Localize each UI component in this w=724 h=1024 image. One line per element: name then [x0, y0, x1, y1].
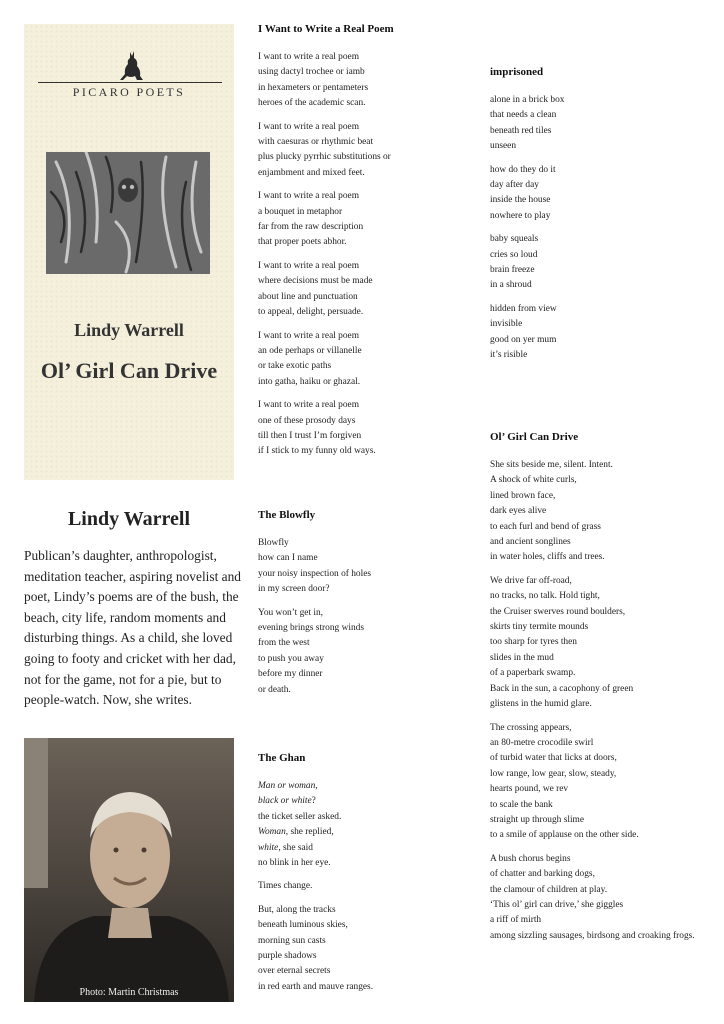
stanza — [258, 189, 458, 251]
poem-line: before my dinner — [258, 669, 323, 680]
poem-line: black or white? — [258, 796, 316, 807]
poem-line: from the west — [258, 638, 310, 649]
poem-line: Times change. — [258, 881, 313, 892]
poem-line: using dactyl trochee or iamb — [258, 67, 365, 78]
poem-line: to scale the bank — [490, 799, 553, 810]
book-cover — [24, 24, 234, 480]
poem-line: a bouquet in metaphor — [258, 206, 343, 217]
poem-blowfly — [258, 508, 458, 706]
poem-line: far from the raw description — [258, 222, 364, 233]
poem-line: the clamour of children at play. — [490, 884, 608, 895]
poem-line: A bush chorus begins — [490, 853, 571, 864]
poem-line: enjambment and mixed feet. — [258, 167, 365, 178]
poem-title: I Want to Write a Real Poem — [258, 23, 394, 35]
stanza — [258, 329, 458, 391]
poem-line: an 80-metre crocodile swirl — [490, 737, 594, 748]
stanza — [258, 398, 458, 460]
poem-line: I want to write a real poem — [258, 191, 360, 202]
poem-line: unseen — [490, 141, 517, 152]
cover-photo-owl-in-tree — [46, 152, 210, 274]
stanza — [490, 93, 690, 155]
poem-line: ‘This ol’ girl can drive,’ she giggles — [490, 899, 624, 910]
poem-title: The Ghan — [258, 752, 306, 764]
poem-line: I want to write a real poem — [258, 121, 360, 132]
poem-line: Back in the sun, a cacophony of green — [490, 683, 634, 694]
poem-line: slides in the mud — [490, 652, 554, 663]
poem-line: I want to write a real poem — [258, 260, 360, 271]
poem-real-poem — [258, 22, 458, 468]
stanza — [258, 879, 458, 894]
poem-line: lined brown face, — [490, 490, 556, 501]
poem-line: among sizzling sausages, birdsong and croaking frogs. — [490, 930, 695, 941]
poem-line: purple shadows — [258, 951, 317, 962]
poem-line: no blink in her eye. — [258, 858, 331, 869]
poem-line: evening brings strong winds — [258, 623, 364, 634]
poem-line: no tracks, no talk. Hold tight, — [490, 591, 600, 602]
poem-line: or death. — [258, 684, 291, 695]
stanza — [258, 50, 458, 112]
poem-line: But, along the tracks — [258, 904, 336, 915]
poem-line: straight up through slime — [490, 814, 585, 825]
logo-rule — [38, 82, 222, 83]
poem-line: to each furl and bend of grass — [490, 521, 601, 532]
stanza — [258, 536, 458, 598]
poem-line: cries so loud — [490, 249, 538, 260]
poem-title: The Blowfly — [258, 509, 316, 521]
poem-line: glistens in the humid glare. — [490, 699, 592, 710]
poem-line: A shock of white curls, — [490, 475, 577, 486]
poem-line: heroes of the academic scan. — [258, 98, 366, 109]
poem-line: it’s risible — [490, 350, 528, 361]
poem-line: a riff of mirth — [490, 915, 542, 926]
stanza — [258, 259, 458, 321]
cover-title: Ol’ Girl Can Drive — [40, 358, 218, 383]
poem-line: dark eyes alive — [490, 506, 547, 517]
poem-line: We drive far off-road, — [490, 575, 572, 586]
poem-line: the Cruiser swerves round boulders, — [490, 606, 626, 617]
cover-author: Lindy Warrell — [74, 320, 184, 340]
poem-the-ghan — [258, 751, 458, 1003]
publisher-logo: PICARO POETS — [72, 85, 186, 99]
poem-line: that proper poets abhor. — [258, 237, 347, 248]
poem-line: in water holes, cliffs and trees. — [490, 552, 605, 563]
poem-line: low range, low gear, slow, steady, — [490, 768, 617, 779]
stanza — [490, 232, 690, 294]
stanza — [490, 574, 714, 713]
poem-line: where decisions must be made — [258, 276, 373, 287]
poem-line: of chatter and barking dogs, — [490, 869, 595, 880]
poem-line: I want to write a real poem — [258, 330, 360, 341]
poem-line: that needs a clean — [490, 110, 557, 121]
stanza — [490, 721, 714, 844]
poem-line: if I stick to my funny old ways. — [258, 446, 376, 457]
poem-line: skirts tiny termite mounds — [490, 622, 589, 633]
poem-line: of turbid water that licks at doors, — [490, 753, 617, 764]
poem-line: or take exotic paths — [258, 361, 332, 372]
stanza — [258, 120, 458, 182]
poem-line: The crossing appears, — [490, 722, 572, 733]
poem-line: an ode perhaps or villanelle — [258, 345, 362, 356]
bio-name: Lindy Warrell — [67, 508, 191, 530]
poem-line: into gatha, haiku or ghazal. — [258, 376, 361, 387]
poem-line: brain freeze — [490, 265, 535, 276]
poem-line: baby squeals — [490, 234, 539, 245]
kangaroo-logo-icon — [117, 50, 145, 82]
stanza — [490, 163, 690, 225]
author-photo — [24, 738, 234, 1002]
poem-line: alone in a brick box — [490, 95, 565, 105]
poem-line: how can I name — [258, 553, 318, 564]
poem-line: Woman, she replied, — [258, 827, 334, 838]
poem-imprisoned — [490, 65, 690, 372]
poem-line: too sharp for tyres then — [490, 637, 577, 648]
poem-line: over eternal secrets — [258, 966, 331, 977]
stanza — [258, 903, 458, 995]
poem-line: with caesuras or rhythmic beat — [258, 137, 374, 148]
poem-title: imprisoned — [490, 66, 544, 78]
poem-line: She sits beside me, silent. Intent. — [490, 460, 613, 470]
stanza — [490, 458, 714, 566]
poem-line: invisible — [490, 319, 523, 330]
poem-line: white, she said — [258, 842, 313, 853]
poem-line: beneath red tiles — [490, 125, 552, 136]
poem-line: Blowfly — [258, 538, 289, 548]
poem-line: day after day — [490, 180, 539, 191]
poem-line: I want to write a real poem — [258, 52, 360, 62]
poem-line: nowhere to play — [490, 210, 551, 221]
poem-line: to push you away — [258, 653, 324, 664]
poem-line: I want to write a real poem — [258, 400, 360, 411]
stanza — [258, 779, 458, 871]
poem-line: hidden from view — [490, 303, 557, 314]
poem-line: one of these prosody days — [258, 415, 356, 426]
stanza — [490, 852, 714, 944]
poem-line: to appeal, delight, persuade. — [258, 307, 364, 318]
poem-line: Man or woman, — [258, 781, 318, 791]
poem-line: how do they do it — [490, 164, 556, 175]
poem-line: in red earth and mauve ranges. — [258, 981, 374, 992]
poem-line: in hexameters or pentameters — [258, 82, 369, 93]
poem-line: of a paperbark swamp. — [490, 668, 576, 679]
poem-ol-girl-can-drive — [490, 430, 714, 952]
poem-line: the ticket seller asked. — [258, 811, 342, 822]
poem-line: in my screen door? — [258, 584, 330, 595]
bio-text: Publican’s daughter, anthropologist, meditation teacher, aspiring novelist and poet, Lindy’s poems are of the bush, the beach, city life, random moments and disturbing things. As a child, she loved going to footy and cricket with her dad, not for the game, not for a pie, but to people-watch. Now, she writes. — [24, 548, 241, 708]
poem-line: inside the house — [490, 195, 551, 206]
stanza — [490, 302, 690, 364]
poem-line: till then I trust I’m forgiven — [258, 430, 362, 441]
poem-line: and ancient songlines — [490, 537, 571, 548]
photo-credit: Photo: Martin Christmas — [79, 987, 179, 998]
poem-line: in a shroud — [490, 280, 532, 291]
poem-line: plus plucky pyrrhic substitutions or — [258, 152, 391, 163]
poem-line: about line and punctuation — [258, 291, 358, 302]
poem-line: hearts pound, we rev — [490, 784, 569, 795]
poem-line: your noisy inspection of holes — [258, 568, 372, 579]
poem-line: morning sun casts — [258, 935, 326, 946]
poem-line: beneath luminous skies, — [258, 920, 348, 931]
poem-line: good on yer mum — [490, 334, 557, 345]
stanza — [258, 606, 458, 698]
poem-line: to a smile of applause on the other side. — [490, 830, 639, 841]
poem-title: Ol’ Girl Can Drive — [490, 431, 579, 443]
poem-line: You won’t get in, — [258, 607, 324, 618]
